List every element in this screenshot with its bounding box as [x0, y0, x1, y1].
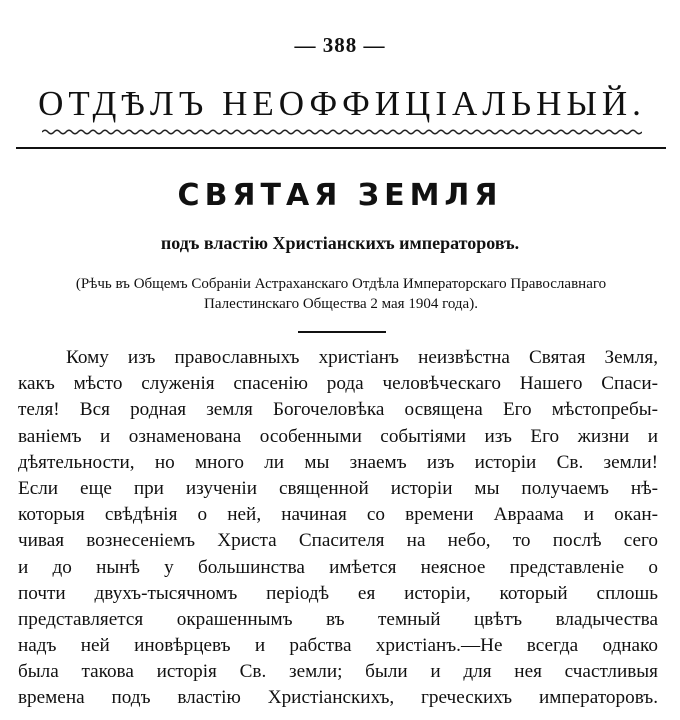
- section-heading: ОТДѢЛЪ НЕОФФИЦІАЛЬНЫЙ.: [38, 84, 646, 123]
- body-line: и до нынѣ у большинства имѣется неясное представленіе о: [18, 556, 658, 578]
- body-line: была такова исторія Св. земли; были и для нея счастливыя: [18, 661, 658, 683]
- body-line: надъ ней иновѣрцевъ и рабства христіанъ.—Не всегда однако: [18, 635, 658, 657]
- body-line: какъ мѣсто служенія спасенію рода человѣческаго Нашего Спаси-: [18, 373, 658, 395]
- article-title: СВЯТАЯ ЗЕМЛЯ: [177, 178, 503, 213]
- article-body: [18, 345, 658, 712]
- body-line: времена подъ властію Христіанскихъ, греческихъ императоровъ.: [18, 687, 658, 709]
- note-line: (Рѣчь въ Общемъ Собраніи Астраханскаго Отдѣла Императорскаго Православнаго: [75, 276, 607, 292]
- note-line: Палестинскаго Общества 2 мая 1904 года).: [204, 296, 478, 312]
- body-line: теля! Вся родная земля Богочеловѣка освящена Его мѣстопребы-: [18, 399, 658, 421]
- article-note: [16, 274, 666, 314]
- body-line: Кому изъ православныхъ христіанъ неизвѣстна Святая Земля,: [66, 347, 658, 368]
- body-line: которыя свѣдѣнія о ней, начиная со времени Авраама и окан-: [18, 504, 658, 526]
- body-line: чивая вознесеніемъ Христа Спасителя на небо, то послѣ сего: [18, 530, 658, 552]
- body-line: ваніемъ и ознаменована особенными событіями изъ Его жизни и: [18, 425, 658, 447]
- body-line: Если еще при изученіи священной исторіи мы получаемъ нѣ-: [18, 477, 658, 499]
- article-subtitle: подъ властію Христіанскихъ императоровъ.: [160, 233, 520, 253]
- page-number: — 388 —: [294, 33, 386, 57]
- section-divider-rule: [16, 147, 666, 149]
- body-line: дѣятельности, но много ли мы знаемъ изъ исторіи Св. земли!: [18, 451, 658, 473]
- short-divider-rule: [298, 331, 386, 333]
- body-line: представляется окрашеннымъ въ темный цвѣтъ владычества: [18, 608, 658, 630]
- body-line: почти двухъ-тысячномъ періодѣ ея исторіи, который сплошь: [18, 582, 658, 604]
- decorative-wavy-rule: [42, 128, 642, 136]
